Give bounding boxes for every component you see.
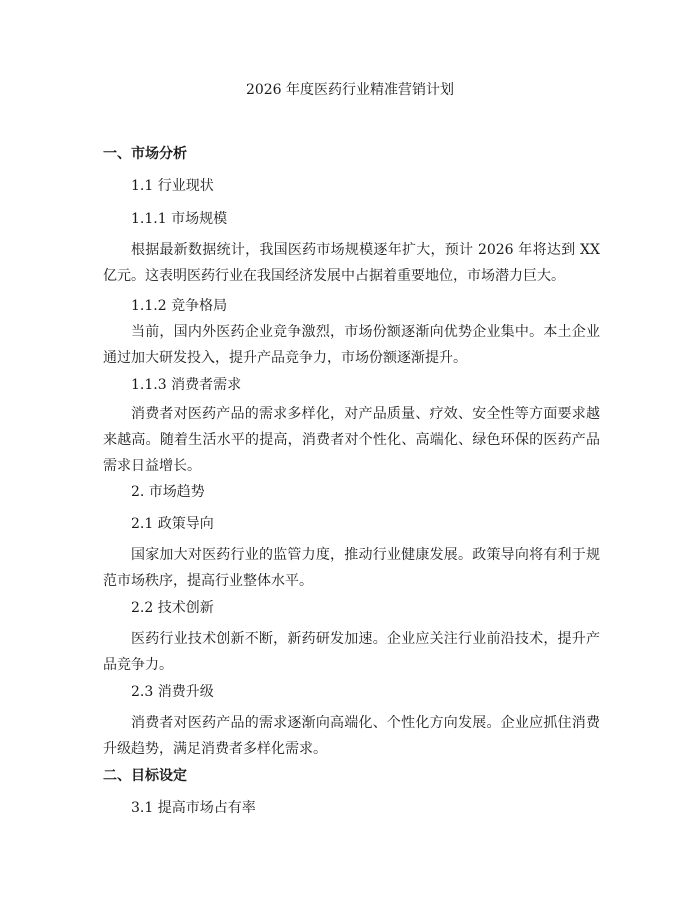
paragraph-policy: 国家加大对医药行业的监管力度，推动行业健康发展。政策导向将有利于规范市场秩序，提高行业整体水平。 <box>103 547 600 589</box>
subheading-tech-innovation: 2.2 技术创新 <box>131 600 214 616</box>
paragraph-tech-innovation: 医药行业技术创新不断，新药研发加速。企业应关注行业前沿技术，提升产品竞争力。 <box>103 631 600 673</box>
paragraph-consumption-upgrade: 消费者对医药产品的需求逐渐向高端化、个性化方向发展。企业应抓住消费升级趋势，满足消费者多样化需求。 <box>103 715 600 757</box>
subheading-consumption-upgrade: 2.3 消费升级 <box>131 684 214 700</box>
paragraph-competition: 当前，国内外医药企业竞争激烈，市场份额逐渐向优势企业集中。本土企业通过加大研发投入，提升产品竞争力，市场份额逐渐提升。 <box>103 324 600 366</box>
subheading-industry-status: 1.1 行业现状 <box>131 178 214 194</box>
subheading-market-trend: 2. 市场趋势 <box>131 484 205 500</box>
subheading-consumer-demand: 1.1.3 消费者需求 <box>131 377 242 393</box>
paragraph-consumer-demand: 消费者对医药产品的需求多样化，对产品质量、疗效、安全性等方面要求越来越高。随着生活水平的提高，消费者对个性化、高端化、绿色环保的医药产品需求日益增长。 <box>103 406 600 474</box>
subheading-market-share: 3.1 提高市场占有率 <box>131 800 256 816</box>
section-heading-goal-setting: 二、目标设定 <box>103 768 187 784</box>
subheading-policy: 2.1 政策导向 <box>131 516 214 532</box>
paragraph-market-size: 根据最新数据统计，我国医药市场规模逐年扩大，预计 2026 年将达到 XX 亿元。这表明医药行业在我国经济发展中占据着重要地位，市场潜力巨大。 <box>103 242 600 284</box>
subheading-market-size: 1.1.1 市场规模 <box>131 211 228 227</box>
section-heading-market-analysis: 一、市场分析 <box>103 146 187 162</box>
document-title: 2026 年度医药行业精准营销计划 <box>245 82 455 98</box>
subheading-competition: 1.1.2 竞争格局 <box>131 298 228 314</box>
